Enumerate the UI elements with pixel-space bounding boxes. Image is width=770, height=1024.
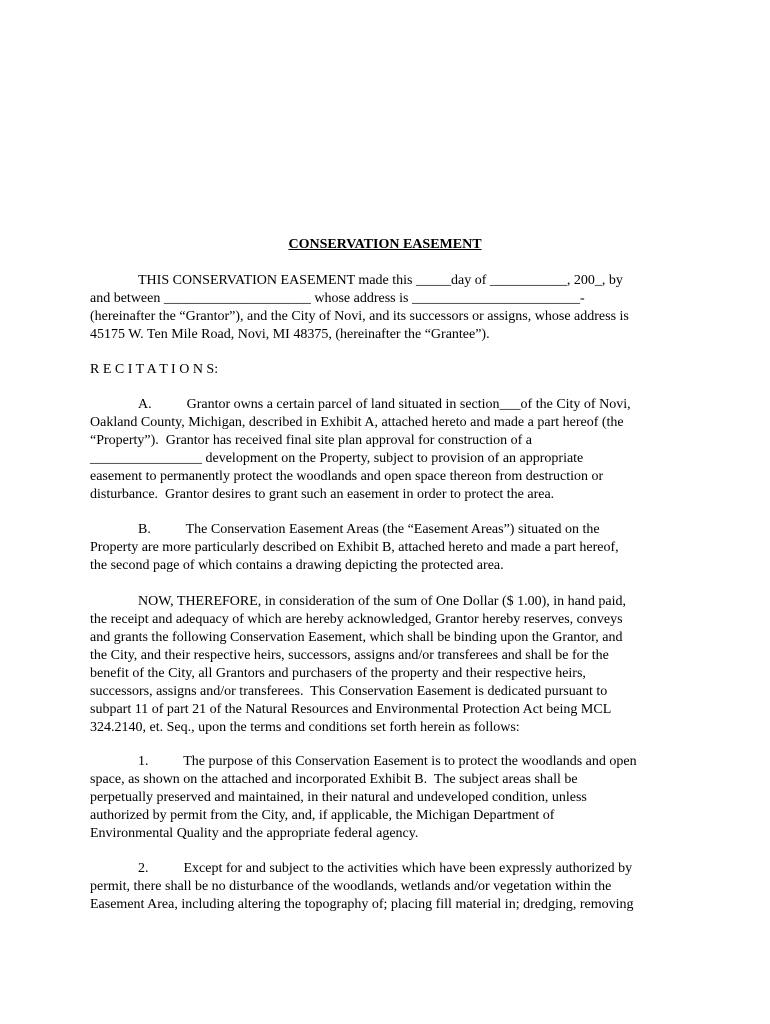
item-2-line: permit, there shall be no disturbance of the woodlands, wetlands and/or vegetation within the [90,879,612,894]
document-title: CONSERVATION EASEMENT [288,237,482,252]
opening-paragraph [90,272,690,344]
item-1-line: space, as shown on the attached and incorporated Exhibit B. The subject areas shall be [90,772,578,787]
item-1-line: authorized by permit from the City, and, if applicable, the Michigan Department of [90,808,555,823]
now-therefore-line: successors, assigns and/or transferees. This Conservation Easement is dedicated pursuant to [90,684,608,699]
opening-line: 45175 W. Ten Mile Road, Novi, MI 48375, (hereinafter the “Grantee”). [90,327,490,342]
opening-line: and between _____________________ whose address is ________________________- [90,291,585,306]
recital-a-line: “Property”). Grantor has received final site plan approval for construction of a [90,433,532,448]
recital-b-line: B. The Conservation Easement Areas (the “Easement Areas”) situated on the [138,522,600,537]
recitations-heading [90,361,690,379]
item-2-line: 2. Except for and subject to the activities which have been expressly authorized by [138,861,633,876]
item-2-line: Easement Area, including altering the topography of; placing fill material in; dredging, removing [90,897,634,912]
recital-b-paragraph [90,521,690,575]
now-therefore-line: the receipt and adequacy of which are hereby acknowledged, Grantor hereby reserves, conveys [90,612,623,627]
item-1-line: Environmental Quality and the appropriate federal agency. [90,826,419,841]
recital-a-line: A. Grantor owns a certain parcel of land situated in section___of the City of Novi, [138,397,631,412]
now-therefore-line: subpart 11 of part 21 of the Natural Resources and Environmental Protection Act being MCL [90,702,612,717]
item-1-line: 1. The purpose of this Conservation Easement is to protect the woodlands and open [138,754,637,769]
recital-b-line: the second page of which contains a drawing depicting the protected area. [90,558,504,573]
now-therefore-line: NOW, THEREFORE, in consideration of the sum of One Dollar ($ 1.00), in hand paid, [138,594,626,609]
recital-a-paragraph [90,396,690,504]
opening-line: THIS CONSERVATION EASEMENT made this _____day of ___________, 200_, by [138,273,623,288]
now-therefore-line: and grants the following Conservation Easement, which shall be binding upon the Grantor, and [90,630,623,645]
now-therefore-paragraph [90,593,690,737]
now-therefore-line: 324.2140, et. Seq., upon the terms and conditions set forth herein as follows: [90,720,520,735]
item-2-paragraph [90,860,690,914]
recital-b-line: Property are more particularly described on Exhibit B, attached hereto and made a part hereof, [90,540,619,555]
item-1-line: perpetually preserved and maintained, in their natural and undeveloped condition, unless [90,790,587,805]
opening-line: (hereinafter the “Grantor”), and the City of Novi, and its successors or assigns, whose address is [90,309,629,324]
recital-a-line: ________________ development on the Property, subject to provision of an appropriate [90,451,584,466]
recital-a-line: Oakland County, Michigan, described in Exhibit A, attached hereto and made a part hereof (the [90,415,624,430]
recitations-heading-text: R E C I T A T I O N S: [90,362,219,377]
item-1-paragraph [90,753,690,843]
now-therefore-line: the City, and their respective heirs, successors, assigns and/or transferees and shall be for the [90,648,609,663]
recital-a-line: easement to permanently protect the woodlands and open space thereon from destruction or [90,469,604,484]
now-therefore-line: benefit of the City, all Grantors and purchasers of the property and their respective heirs, [90,666,586,681]
recital-a-line: disturbance. Grantor desires to grant such an easement in order to protect the area. [90,487,555,502]
